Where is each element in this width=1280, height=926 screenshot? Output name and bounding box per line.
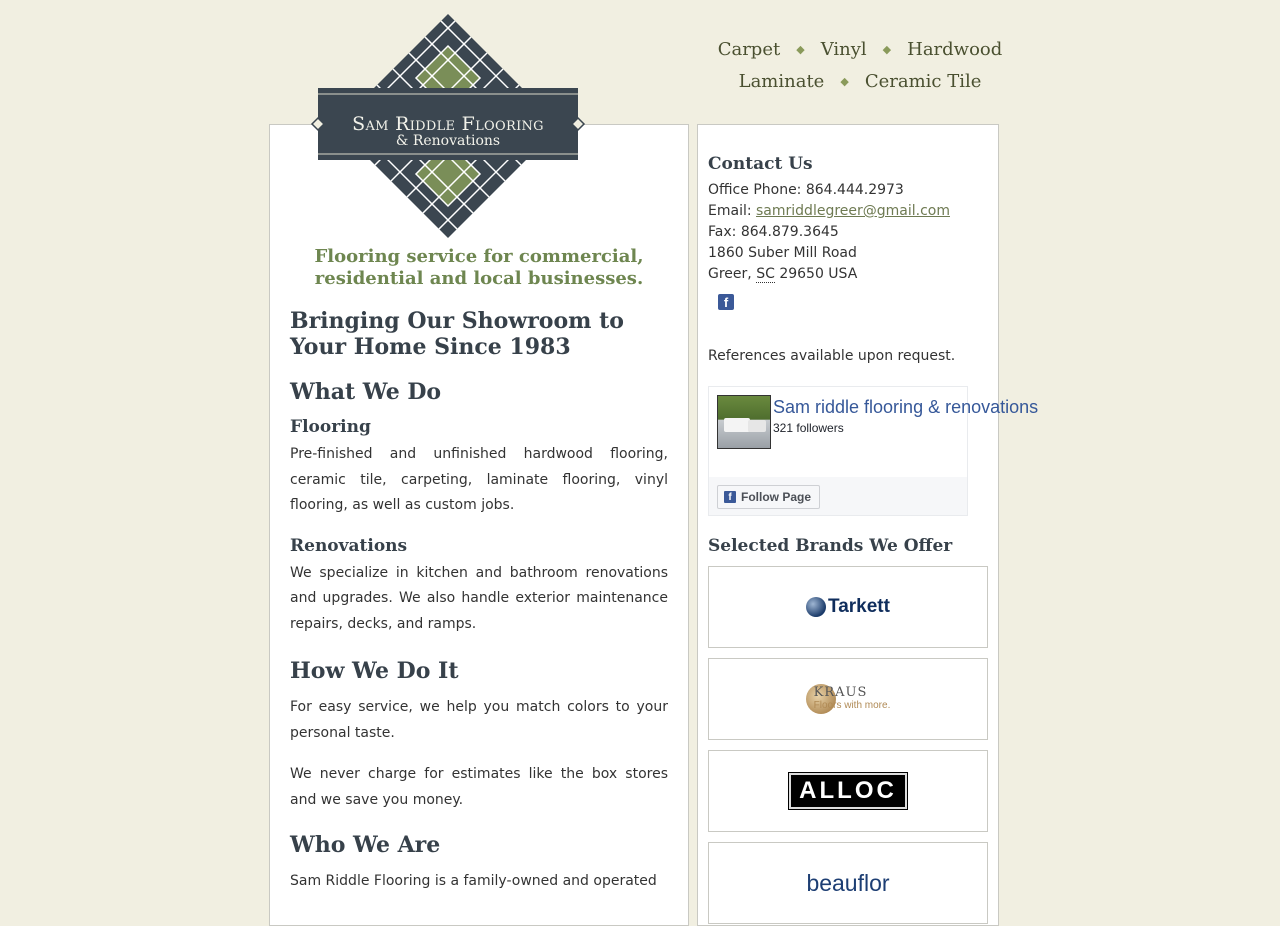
kraus-wordmark [814,686,891,712]
heading-how-we-do-it: How We Do It [290,658,459,684]
top-nav [690,34,1030,98]
nav-separator: ◆ [796,43,805,56]
nav-hardwood[interactable]: Hardwood [907,39,1003,60]
follow-page-button[interactable] [717,485,820,509]
brand-beauflor[interactable] [708,842,988,924]
heading-renovations: Renovations [290,535,408,556]
fax-value: 864.879.3645 [740,224,839,240]
brand-kraus[interactable] [708,658,988,740]
heading-contact-us: Contact Us [708,154,813,174]
brand-alloc[interactable] [708,750,988,832]
facebook-icon[interactable]: f [718,294,734,310]
contact-street: 1860 Suber Mill Road [708,245,857,261]
facebook-page-name[interactable]: Sam riddle flooring & renovations [773,397,1039,417]
zip-country: 29650 USA [779,266,858,282]
kraus-name: KRAUS [813,685,868,700]
kraus-logo [806,684,891,714]
nav-laminate[interactable]: Laminate [738,71,825,92]
tagline: Flooring service for commercial, residential and local businesses. [314,246,644,289]
heading-what-we-do: What We Do [290,379,442,405]
main-content [290,308,668,911]
phone-label: Office Phone: [708,182,802,198]
phone-value: 864.444.2973 [805,182,904,198]
how-text-colors: For easy service, we help you match colors to your personal taste. [290,699,668,741]
nav-separator: ◆ [840,75,849,88]
flooring-text: Pre-finished and unfinished hardwood flooring, ceramic tile, carpeting, laminate flooring, vinyl flooring, as well as custom jobs. [290,446,668,513]
globe-icon [806,597,826,617]
heading-who-we-are: Who We Are [290,832,441,858]
facebook-followers: 321 followers [773,421,844,435]
email-label: Email: [708,203,752,219]
van-image [724,418,750,432]
heading-brands: Selected Brands We Offer [708,536,953,556]
nav-vinyl[interactable]: Vinyl [820,39,867,60]
tarkett-wordmark: Tarkett [828,596,890,617]
facebook-icon: f [724,491,736,503]
nav-separator: ◆ [882,43,892,56]
references-note: References available upon request. [708,348,956,364]
contact-phone [708,180,988,201]
alloc-logo: ALLOC [789,773,907,809]
page-headline: Bringing Our Showroom to Your Home Since 1983 [290,308,624,360]
logo-name: Sam Riddle Flooring [352,113,544,135]
facebook-widget-footer [709,477,967,515]
nav-ceramic-tile[interactable]: Ceramic Tile [864,71,982,92]
renovations-text: We specialize in kitchen and bathroom renovations and upgrades. We also handle exterior maintenance repairs, decks, and ramps. [290,564,668,632]
facebook-page-thumbnail[interactable] [717,395,771,449]
how-text-estimates: We never charge for estimates like the box stores and we save you money. [290,766,668,808]
contact-block [708,152,988,311]
state-abbr: SC [756,266,775,282]
tarkett-logo [806,596,890,618]
heading-flooring: Flooring [290,417,371,437]
follow-page-label: Follow Page [741,490,812,504]
beauflor-logo: beauflor [806,869,890,896]
fax-label: Fax: [708,224,737,240]
brand-tarkett[interactable] [708,566,988,648]
facebook-page-widget [708,386,1039,516]
nav-carpet[interactable]: Carpet [717,39,781,60]
contact-city [708,264,988,285]
contact-fax [708,222,988,243]
kraus-slogan: Floors with more. [813,700,891,711]
who-text: Sam Riddle Flooring is a family-owned and operated [290,873,657,889]
contact-email [708,201,988,222]
logo-text [318,112,578,148]
city: Greer, [708,266,752,282]
email-link[interactable]: samriddlegreer@gmail.com [756,203,950,219]
site-logo[interactable] [310,12,590,240]
van-image [748,420,766,432]
logo-subtitle: & Renovations [395,133,501,149]
